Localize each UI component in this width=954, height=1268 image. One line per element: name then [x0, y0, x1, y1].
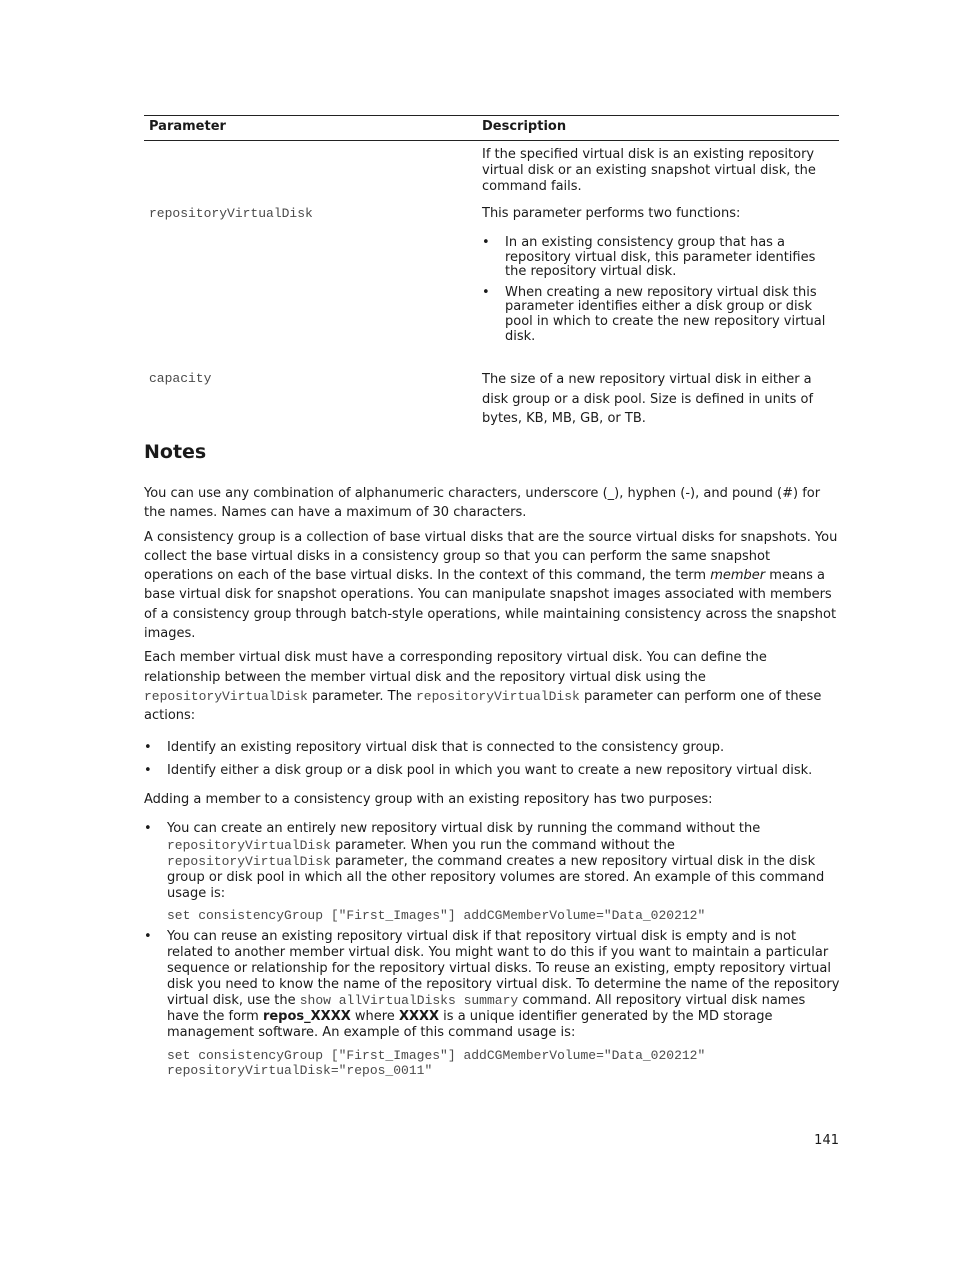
- row-description: [482, 206, 834, 350]
- code-inline: repositoryVirtualDisk: [415, 688, 580, 704]
- list-item: • When creating a new repository virtual disk this parameter identifies either a disk group or disk pool in which to create the new repository virtual disk.: [482, 286, 834, 344]
- function-list: [482, 236, 834, 344]
- text-run: Each member virtual disk must have a corresponding repository virtual disk. You can define the relationship between the member virtual disk and the repository virtual disk using the: [144, 650, 767, 685]
- table-row: [144, 141, 839, 211]
- table-row: [144, 371, 839, 431]
- page-number: 141: [814, 1133, 839, 1148]
- list-item: [144, 821, 840, 922]
- list-item: • Identify an existing repository virtual disk that is connected to the consistency group.: [144, 738, 840, 757]
- actions-list: [144, 738, 840, 781]
- text-run: parameter. When you run the command without the: [330, 837, 675, 853]
- notes-body: [144, 484, 840, 1078]
- text-run: parameter. The: [307, 688, 416, 704]
- text-run: parameter can perform one of these actions:: [144, 688, 822, 724]
- list-item: • In an existing consistency group that has a repository virtual disk, this parameter identifies the repository virtual disk.: [482, 236, 834, 280]
- text-run: You can create an entirely new repository virtual disk by running the command without the: [167, 821, 761, 837]
- param-repository-virtual-disk: repositoryVirtualDisk: [149, 206, 313, 221]
- emphasis-member: member: [710, 568, 766, 584]
- text-run: means a base virtual disk for snapshot operations. You can manipulate snapshot images associated with members of a consistency group through batch-style operations, while maintaining consistency across the snapshot images.: [144, 568, 837, 642]
- code-example: set consistencyGroup ["First_Images"] addCGMemberVolume="Data_020212": [167, 1047, 706, 1063]
- code-example: set consistencyGroup ["First_Images"] addCGMemberVolume="Data_020212": [167, 907, 706, 923]
- bold-repos-xxxx: repos_XXXX: [262, 1009, 351, 1025]
- notes-paragraph: [144, 648, 840, 725]
- header-description: Description: [482, 119, 567, 134]
- list-item: • Identify either a disk group or a disk pool in which you want to create a new repository virtual disk.: [144, 761, 840, 780]
- row-description: If the specified virtual disk is an existing repository virtual disk or an existing snapshot virtual disk, the command fails.: [482, 147, 816, 194]
- code-inline: repositoryVirtualDisk: [167, 837, 331, 853]
- notes-paragraph: You can use any combination of alphanumeric characters, underscore (_), hyphen (-), and pound (#) for the names. Names can have a maximum of 30 characters.: [144, 486, 821, 521]
- text-run: You can reuse an existing repository virtual disk if that repository virtual disk is empty and is not related to another member virtual disk. You might want to do this if you want to maintain a particular sequence or relationship for the repository virtual disks. To reuse an existing, empty repository virtual disk you need to know the name of the repository virtual disk. To determine the name of the repository virtual disk, use the: [167, 928, 840, 1009]
- purposes-list: [144, 821, 840, 1077]
- code-example: repositoryVirtualDisk="repos_0011": [167, 1062, 433, 1078]
- code-inline: show allVirtualDisks summary: [299, 993, 519, 1009]
- list-item: [144, 929, 840, 1078]
- text-run: parameter, the command creates a new repository virtual disk in the disk group or disk pool in which all the other repository volumes are stored. An example of this command usage is:: [167, 853, 825, 901]
- notes-paragraph: Adding a member to a consistency group with an existing repository has two purposes:: [144, 792, 713, 808]
- text-run: where: [350, 1009, 399, 1025]
- header-parameter: Parameter: [149, 119, 226, 134]
- param-capacity: capacity: [149, 371, 212, 386]
- code-inline: repositoryVirtualDisk: [167, 853, 331, 869]
- row-description: The size of a new repository virtual disk in either a disk group or a disk pool. Size is defined in units of bytes, KB, MB, GB, or TB.: [482, 372, 814, 426]
- notes-paragraph: [144, 528, 840, 644]
- parameter-table: [144, 115, 839, 431]
- text-run: A consistency group is a collection of base virtual disks that are the source virtual disks for snapshots. You collect the base virtual disks in a consistency group so that you can perform the same snapshot operations on each of the base virtual disks. In the context of this command, the term: [144, 529, 838, 584]
- notes-heading: Notes: [144, 441, 207, 463]
- bold-xxxx: XXXX: [398, 1009, 440, 1025]
- text-run: is a unique identifier generated by the MD storage management software. An example of this command usage is:: [167, 1009, 773, 1041]
- text-run: command. All repository virtual disk names have the form: [167, 993, 806, 1025]
- code-inline: repositoryVirtualDisk: [144, 688, 308, 704]
- row-intro: This parameter performs two functions:: [482, 206, 741, 221]
- table-header: [144, 115, 839, 141]
- table-row: [144, 206, 839, 371]
